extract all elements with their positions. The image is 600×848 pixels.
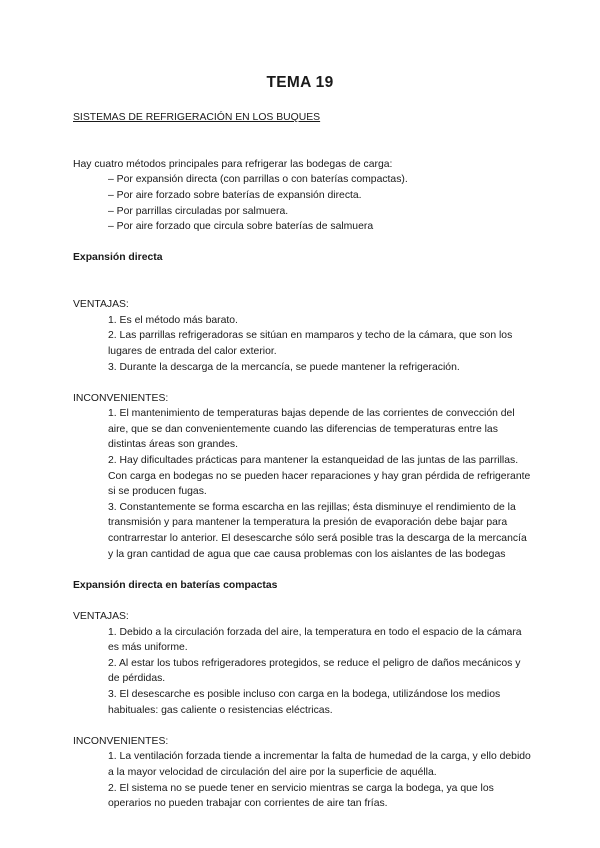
- method-item: – Por parrillas circuladas por salmuera.: [108, 205, 289, 217]
- ventaja-item: 1. Es el método más barato.: [108, 314, 238, 326]
- method-item: – Por aire forzado que circula sobre baterías de salmuera: [108, 221, 374, 233]
- inconveniente-item: 2. Hay dificultades prácticas para mantener la estanqueidad de las juntas de las parrillas. Con carga en bodegas no se pueden hacer reparaciones y hay gran pérdida de refrigerante si se producen fugas.: [108, 455, 531, 498]
- intro-text: Hay cuatro métodos principales para refrigerar las bodegas de carga:: [73, 158, 393, 170]
- inconveniente-item: 2. El sistema no se puede tener en servicio mientras se carga la bodega, ya que los operarios no pueden trabajar con corrientes de aire tan frías.: [108, 782, 494, 810]
- ventajas-label: VENTAJAS:: [73, 299, 129, 311]
- inconveniente-item: 1. La ventilación forzada tiende a incrementar la falta de humedad de la carga, y ello debido a la mayor velocidad de circulación del aire por la superficie de aquélla.: [108, 751, 531, 778]
- section-heading: Expansión directa: [73, 252, 163, 264]
- inconvenientes-label: INCONVENIENTES:: [73, 735, 169, 747]
- ventaja-item: 2. Al estar los tubos refrigeradores protegidos, se reduce el peligro de daños mecánicos y de pérdidas.: [108, 657, 521, 685]
- section-heading: Expansión directa en baterías compactas: [73, 579, 278, 591]
- method-item: – Por aire forzado sobre baterías de expansión directa.: [108, 189, 362, 201]
- page-title: TEMA 19: [266, 74, 334, 91]
- ventaja-item: 2. Las parrillas refrigeradoras se sitúan en mamparos y techo de la cámara, que son los lugares de entrada del calor exterior.: [108, 330, 513, 357]
- method-item: – Por expansión directa (con parrillas o con baterías compactas).: [108, 174, 408, 186]
- document-body: [73, 110, 533, 812]
- ventajas-label: VENTAJAS:: [73, 611, 129, 622]
- inconvenientes-label: INCONVENIENTES:: [73, 392, 169, 404]
- inconveniente-item: 3. Constantemente se forma escarcha en las rejillas; ésta disminuye el rendimiento de la transmisión y para mantener la temperatura la presión de evaporación debe bajar para contrarrestar lo anterior. El desescarche sólo será posible tras la descarga de la mercancía y la gran cantidad de agua que cae causa problemas con los aislantes de las bodegas: [108, 501, 527, 560]
- ventaja-item: 1. Debido a la circulación forzada del aire, la temperatura en todo el espacio de la cámara es más uniforme.: [108, 626, 522, 654]
- section-subtitle: SISTEMAS DE REFRIGERACIÓN EN LOS BUQUES: [73, 112, 321, 123]
- inconveniente-item: 1. El mantenimiento de temperaturas bajas depende de las corrientes de convección del aire, que se dan convenientemente cuando las diferencias de temperaturas entre las distintas áreas son grandes.: [108, 408, 515, 451]
- ventaja-item: 3. El desescarche es posible incluso con carga en la bodega, utilizándose los medios habituales: gas caliente o resistencias eléctricas.: [108, 688, 501, 716]
- ventaja-item: 3. Durante la descarga de la mercancía, se puede mantener la refrigeración.: [108, 361, 460, 373]
